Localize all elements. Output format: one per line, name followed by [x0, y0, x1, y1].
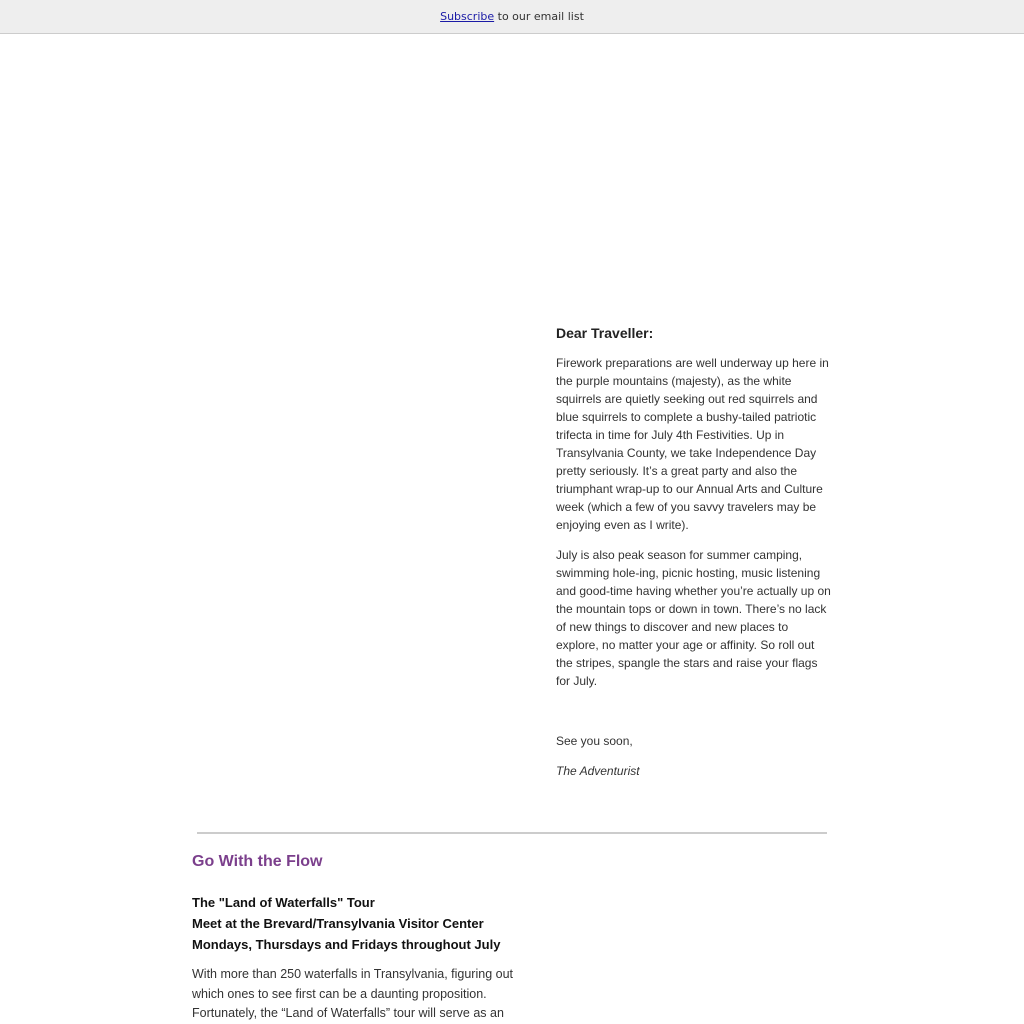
letter-paragraph-2: July is also peak season for summer camping, swimming hole-ing, picnic hosting, music listening and good-time having whether you’re actually up on the mountain tops or down in town. There’s no lack of new things to discover and new places to explore, no matter your age or affinity. So roll out the stripes, spangle the stars and raise your flags for July.: [556, 548, 831, 688]
welcome-letter: [556, 324, 832, 792]
letter-paragraph-1: Firework preparations are well underway up here in the purple mountains (majesty), as the white squirrels are quietly seeking out red squirrels and blue squirrels to complete a bushy-tailed patriotic trifecta in time for July 4th Festivities. Up in Transylvania County, we take Independence Day pretty seriously. It’s a great party and also the triumphant wrap-up to our Annual Arts and Culture week (which a few of you savvy travelers may be enjoying even as I write).: [556, 356, 829, 532]
letter-spacer: [556, 702, 832, 732]
event-schedule: Mondays, Thursdays and Fridays throughout July: [192, 937, 501, 952]
feature-article: [192, 852, 547, 1024]
letter-signature: The Adventurist: [556, 764, 640, 778]
feature-heading: Go With the Flow: [192, 853, 323, 870]
event-title: The "Land of Waterfalls" Tour: [192, 895, 375, 910]
event-location: Meet at the Brevard/Transylvania Visitor Center: [192, 916, 484, 931]
letter-closing: See you soon,: [556, 734, 633, 748]
subscribe-link[interactable]: Subscribe: [440, 10, 495, 23]
event-details: [192, 892, 547, 955]
email-subscribe-bar: [0, 0, 1024, 34]
feature-body: With more than 250 waterfalls in Transylvania, figuring out which ones to see first can be a daunting proposition. Fortunately, the “Land of Waterfalls” tour will serve as an: [192, 967, 513, 1020]
letter-greeting: Dear Traveller:: [556, 325, 654, 341]
subscribe-suffix-text: to our email list: [494, 10, 584, 23]
section-divider: [197, 832, 827, 834]
